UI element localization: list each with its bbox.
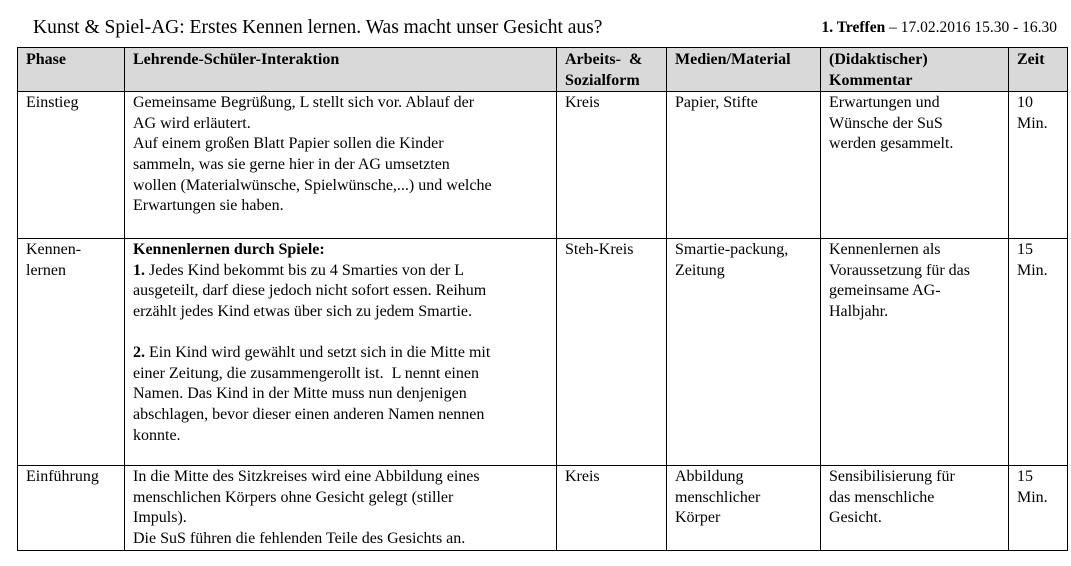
table-header-row: [18, 48, 1068, 92]
cell-phase: [18, 92, 125, 239]
cell-zeit: [1009, 466, 1068, 550]
phase-text: Einführung: [26, 468, 99, 486]
zeit-line: Min.: [1017, 114, 1048, 132]
document-header: [33, 17, 1057, 41]
cell-medien: [667, 466, 821, 550]
blank-line: [133, 323, 548, 344]
cell-kommentar: [821, 466, 1009, 550]
table-row-einfuehrung: [18, 466, 1068, 550]
kommentar-line: Erwartungen und: [829, 94, 940, 112]
interaction-line: Auf einem großen Blatt Papier sollen die Kinder: [133, 135, 444, 153]
zeit-line: Min.: [1017, 261, 1048, 279]
sozialform-text: Kreis: [565, 468, 600, 486]
interaction-line: Erwartungen sie haben.: [133, 197, 284, 215]
column-header-zeit-text: Zeit: [1017, 51, 1045, 68]
interaction-line: AG wird erläutert.: [133, 114, 251, 132]
cell-medien: [667, 92, 821, 239]
interaction-line: einer Zeitung, die zusammengerollt ist. L nennt einen: [133, 364, 479, 382]
kommentar-line: Kennenlernen als: [829, 241, 941, 259]
column-header-medien: [667, 48, 821, 92]
cell-sozialform: [557, 239, 667, 466]
interaction-line: Die SuS führen die fehlenden Teile des Gesichts an.: [133, 529, 466, 547]
interaction-heading: Kennenlernen durch Spiele:: [133, 241, 325, 259]
interaction-line: ausgeteilt, darf diese jedoch nicht sofort essen. Reihum: [133, 282, 487, 300]
column-header-interaction: [125, 48, 557, 92]
column-header-phase: [18, 48, 125, 92]
interaction-line: Ein Kind wird gewählt und setzt sich in die Mitte mit: [145, 344, 491, 362]
phase-line: lernen: [26, 261, 66, 279]
kommentar-line: Voraussetzung für das: [829, 261, 971, 279]
column-header-medien-text: Medien/Material: [675, 51, 791, 68]
interaction-line: sammeln, was sie gerne hier in der AG umsetzten: [133, 155, 450, 173]
cell-kommentar: [821, 239, 1009, 466]
interaction-line: Impuls).: [133, 509, 187, 527]
zeit-line: 15: [1017, 468, 1033, 486]
medien-line: menschlicher: [675, 488, 761, 506]
cell-interaction: [125, 92, 557, 239]
medien-line: Abbildung: [675, 468, 744, 486]
column-header-sozialform-line: Sozialform: [565, 71, 640, 89]
interaction-line: konnte.: [133, 426, 181, 444]
interaction-line: abschlagen, bevor dieser einen anderen Namen nennen: [133, 405, 485, 423]
cell-kommentar: [821, 92, 1009, 239]
column-header-kommentar-line: (Didaktischer): [829, 51, 928, 68]
table-row-kennenlernen: [18, 239, 1068, 466]
meeting-info: [821, 19, 1057, 37]
cell-interaction: [125, 239, 557, 466]
column-header-kommentar-line: Kommentar: [829, 71, 913, 89]
medien-line: Papier, Stifte: [675, 94, 758, 112]
zeit-line: 15: [1017, 241, 1033, 259]
cell-phase: [18, 239, 125, 466]
lesson-plan-table: [17, 47, 1068, 551]
interaction-line: Gemeinsame Begrüßung, L stellt sich vor. Ablauf der: [133, 94, 475, 112]
column-header-interaction-text: Lehrende-Schüler-Interaktion: [133, 51, 340, 68]
cell-interaction: [125, 466, 557, 550]
zeit-line: 10: [1017, 94, 1033, 112]
sozialform-text: Steh-Kreis: [565, 241, 634, 259]
zeit-line: Min.: [1017, 488, 1048, 506]
interaction-line: erzählt jedes Kind etwas über sich zu jedem Smartie.: [133, 302, 472, 320]
interaction-line: Namen. Das Kind in der Mitte muss nun denjenigen: [133, 385, 467, 403]
column-header-kommentar: [821, 48, 1009, 92]
phase-text: Einstieg: [26, 94, 79, 112]
phase-line: Kennen-: [26, 241, 82, 259]
sozialform-text: Kreis: [565, 94, 600, 112]
interaction-line: menschlichen Körpers ohne Gesicht gelegt (stiller: [133, 488, 454, 506]
interaction-line: In die Mitte des Sitzkreises wird eine Abbildung eines: [133, 468, 480, 486]
cell-phase: [18, 466, 125, 550]
table-row-einstieg: [18, 92, 1068, 239]
kommentar-line: Sensibilisierung für: [829, 468, 955, 486]
meeting-label: 1. Treffen: [821, 19, 886, 36]
interaction-item-1-first-line: [133, 261, 548, 282]
column-header-zeit: [1009, 48, 1068, 92]
cell-zeit: [1009, 239, 1068, 466]
column-header-phase-text: Phase: [26, 51, 66, 68]
medien-line: Körper: [675, 509, 721, 527]
meeting-date-time: – 17.02.2016 15.30 - 16.30: [885, 19, 1057, 36]
interaction-line: Jedes Kind bekommt bis zu 4 Smarties von der L: [145, 261, 465, 279]
kommentar-line: gemeinsame AG-: [829, 282, 941, 300]
kommentar-line: werden gesammelt.: [829, 135, 954, 153]
kommentar-line: das menschliche: [829, 488, 935, 506]
kommentar-line: Wünsche der SuS: [829, 114, 943, 132]
document-title: Kunst & Spiel-AG: Erstes Kennen lernen. Was macht unser Gesicht aus?: [33, 17, 603, 38]
cell-medien: [667, 239, 821, 466]
kommentar-line: Gesicht.: [829, 509, 882, 527]
cell-sozialform: [557, 466, 667, 550]
column-header-sozialform-line: Arbeits- &: [565, 51, 643, 68]
interaction-line: wollen (Materialwünsche, Spielwünsche,...) und welche: [133, 176, 492, 194]
item-number: 2.: [133, 344, 145, 362]
kommentar-line: Halbjahr.: [829, 302, 889, 320]
interaction-item-2-first-line: [133, 343, 548, 364]
medien-line: Smartie-packung,: [675, 241, 789, 259]
cell-zeit: [1009, 92, 1068, 239]
medien-line: Zeitung: [675, 261, 725, 279]
column-header-sozialform: [557, 48, 667, 92]
item-number: 1.: [133, 261, 145, 279]
cell-sozialform: [557, 92, 667, 239]
